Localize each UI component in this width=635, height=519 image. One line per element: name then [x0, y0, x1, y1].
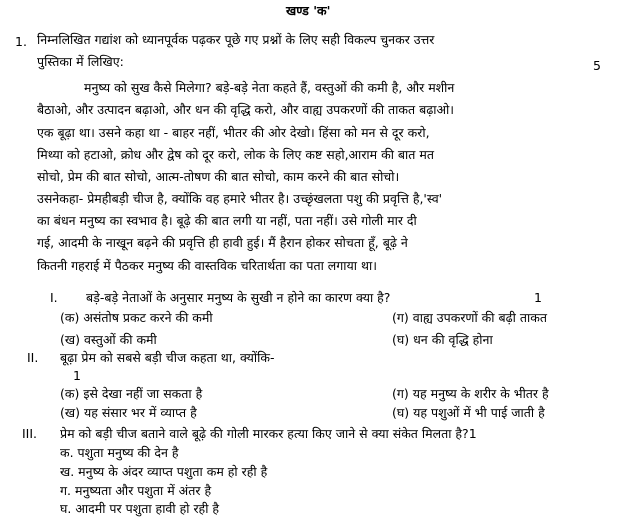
passage-line: मिथ्या को हटाओ, क्रोध और द्वेष को दूर करो, लोक के लिए कष्ट सहो,आराम की बात मत: [37, 147, 434, 162]
passage-line: सोचो, प्रेम की बात सोचो, आत्म-तोषण की बात सोचो, काम करने की बात सोचो।: [37, 169, 400, 184]
passage-line: उसनेकहा- प्रेमहीबड़ी चीज है, क्योंकि वह हमारे भीतर है। उच्छृंखलता पशु की प्रवृत्ति है,'स्व': [37, 191, 443, 206]
question-instruction-line1: निम्नलिखित गद्यांश को ध्यानपूर्वक पढ़कर पूछे गए प्रश्नों के लिए सही विकल्प चुनकर उत्तर: [37, 32, 435, 47]
passage-line: गई, आदमी के नाखून बढ़ने की प्रवृत्ति ही हावी हुई। मैं हैरान होकर सोचता हूँ, बूढ़े ने: [37, 235, 408, 250]
passage-line: कितनी गहराई में पैठकर मनुष्य की वास्तविक चरितार्थता का पता लगाया था।: [37, 258, 377, 273]
question-marks: 5: [593, 58, 601, 73]
sub-question-number: III.: [22, 426, 38, 441]
sub-question-text: बूढ़ा प्रेम को सबसे बड़ी चीज कहता था, क्योंकि-: [60, 350, 275, 365]
section-title: खण्ड 'क': [286, 3, 331, 18]
sub-question-number: I.: [50, 290, 58, 305]
sub-question-text: प्रेम को बड़ी चीज बताने वाले बूढ़े की गोली मारकर हत्या किए जाने से क्या संकेत मिलता है?1: [60, 426, 477, 441]
option-list-item: ख. मनुष्य के अंदर व्याप्त पशुता कम हो रही है: [60, 464, 268, 479]
passage-line: एक बूढ़ा था। उसने कहा था - बाहर नहीं, भीतर की ओर देखो। हिंसा को मन से दूर करो,: [37, 125, 430, 140]
passage-line: मनुष्य को सुख कैसे मिलेगा? बड़े-बड़े नेता कहते हैं, वस्तुओं की कमी है, और मशीन: [84, 80, 455, 95]
option-a: (क) इसे देखा नहीं जा सकता है: [60, 386, 203, 401]
option-list-item: क. पशुता मनुष्य की देन है: [60, 445, 179, 460]
sub-question-text: बड़े-बड़े नेताओं के अनुसार मनुष्य के सुखी न होने का कारण क्या है?: [86, 290, 391, 305]
sub-question-marks: 1: [534, 290, 542, 305]
option-a: (क) असंतोष प्रकट करने की कमी: [60, 310, 213, 325]
sub-question-number: II.: [27, 350, 39, 365]
option-d: (घ) धन की वृद्धि होना: [392, 332, 493, 347]
option-b: (ख) वस्तुओं की कमी: [60, 332, 157, 347]
question-instruction-line2: पुस्तिका में लिखिए:: [37, 54, 124, 69]
option-list-item: ग. मनुष्यता और पशुता में अंतर है: [60, 483, 212, 498]
option-b: (ख) यह संसार भर में व्याप्त है: [60, 405, 197, 420]
option-c: (ग) यह मनुष्य के शरीर के भीतर है: [392, 386, 549, 401]
option-c: (ग) वाह्य उपकरणों की बढ़ी ताकत: [392, 310, 547, 325]
passage-line: बैठाओ, और उत्पादन बढ़ाओ, और धन की वृद्धि करो, और वाह्य उपकरणों की ताकत बढ़ाओ।: [37, 102, 455, 117]
option-d: (घ) यह पशुओं में भी पाई जाती है: [392, 405, 545, 420]
passage-line: का बंधन मनुष्य का स्वभाव है। बूढ़े की बात लगी या नहीं, पता नहीं। उसे गोली मार दी: [37, 213, 417, 228]
question-number: 1.: [15, 34, 27, 49]
sub-question-marks: 1: [73, 368, 81, 383]
option-list-item: घ. आदमी पर पशुता हावी हो रही है: [60, 501, 220, 516]
